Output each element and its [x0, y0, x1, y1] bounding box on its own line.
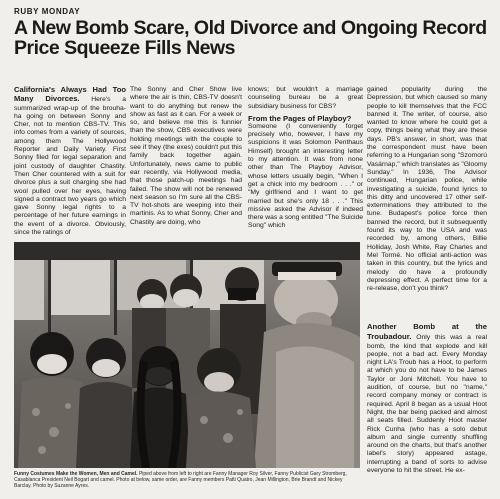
column-1-lead: California's Always Had Too Many Divorces.: [14, 86, 126, 104]
column-4-bottom-body: Only this was a real bomb, the kind that explode and kill people, not a bad act. Every Monday night LA's Troub has a Hoot, to perform at which you do not have to be James Taylor or Joni Mitchell. You have to audition, of course, but no "name," record company money or contract is required. April 8 began as a usual Hoot Night, the bar being packed and almost all seats filled. Suddenly Hoot master Rick Cunha (who has a solo debut album and single currently shuffling around on the charts, but that's another label's story) appeared astage, interrupting a band of sorts to advise everyone to hit the street. He ex-: [367, 334, 487, 475]
article-headline: A New Bomb Scare, Old Divorce and Ongoing Record Price Squeeze Fills News: [14, 17, 487, 59]
troubadour-subhead: Another Bomb at the Troubadour.: [367, 322, 487, 342]
column-3-body: Someone (I conveniently forget precisely who, however, I have my suspicions it was Solomon Penthaus Himself) brought an interesting letter to my attention. It was from none other than The Playboy Advisor, whose letters usually begin, "When I get a chick into my bedroom . . ." or "My girlfriend and I want to get married but she's only 18 . . ." This missive asked the Advisor if indeed there was a song entitled "The Suicide Song" which: [248, 122, 363, 230]
column-2: [130, 86, 242, 238]
caption-title: Funny Costumes Make the Women, Men and Camel.: [14, 471, 138, 477]
column-3-intro: knows; but wouldn't a marriage counseling bureau be a great subsidiary business for CBS?: [248, 86, 363, 110]
column-1: [14, 86, 126, 238]
column-4-body: gained popularity during the Depression, but which caused so many people to kill themselves that the FCC banned it. The writer, of course, also wanted to know where he could get a copy, things being what they are these days. PB's answer, in short, was that the correspondent must have been referring to a Hungarian song "Szomorú Vasárnap," which translates as "Gloomy Sunday." In 1936, The Advisor continued, Hungarian police, while investigating a suicide, found lyrics to this ditty and uncovered 17 other self-exterminations they attributed to the tune. Budapest's police force then banned the record, but it subsequently found its way to the USA and was recorded by, among others, Billie Holliday, Josh White, Ray Charles and Mel Tormé. No official anti-action was taken in this country, but the lyrics and melody do have a profoundly depressing effect. A perfect time for a re-release, don't you think?: [367, 86, 487, 293]
column-2-body: The Sonny and Cher Show live where the air is thin, CBS-TV doesn't want to do anything but renew the show as fast as it can. For a week or so, and believe me this is funnier than the show, CBS executives were holding meetings with the couple to see if they (the exes) couldn't put this family back together again. Unfortunately, news came to public ear recently, via Hollywood media, that those patch-up meetings had failed. The show will not be renewed next season so I'm sure all the CBS-TV hot-shots are weeping into their martinis. As to what Sonny, Cher and Chastity are doing, who: [130, 86, 242, 226]
column-1-body: Here's a summarized wrap-up of the brouha-ha going on between Sonny and Cher, not to mention CBS-TV. This info comes from a variety of sources, among them The Hollywood Reporter and Daily Variety. First Sonny filed for legal separation and joint custody of daughter Chastity. Then Cher countered with a suit for divorce plus a suit charging she had wool pulled over her eyes, having signed a contract two years go which gave Sonny legal rights to a percentage of her future earnings in the event of a divorce. Obviously, since the ratings of: [14, 96, 126, 237]
caption-text: Piped above from left to right are Fanny Manager Roy Silver, Fanny Publicist Gary Stromberg, Casablanca President Neil Bogart and camel. Photo at below, same order, are Fanny members Patti Quatro, Jean Millington, Brie Brandt and Nickey Barclay. Photo by Suzanne Ayres.: [14, 471, 347, 489]
column-3: [248, 86, 363, 238]
column-4-bottom: [367, 322, 487, 492]
playboy-subhead: From the Pages of Playboy?: [248, 113, 352, 123]
column-4: [367, 86, 487, 322]
section-kicker: RUBY MONDAY: [14, 7, 81, 16]
photo-caption: [14, 471, 360, 489]
group-photo-image: [14, 242, 360, 468]
group-photo: [14, 242, 360, 468]
